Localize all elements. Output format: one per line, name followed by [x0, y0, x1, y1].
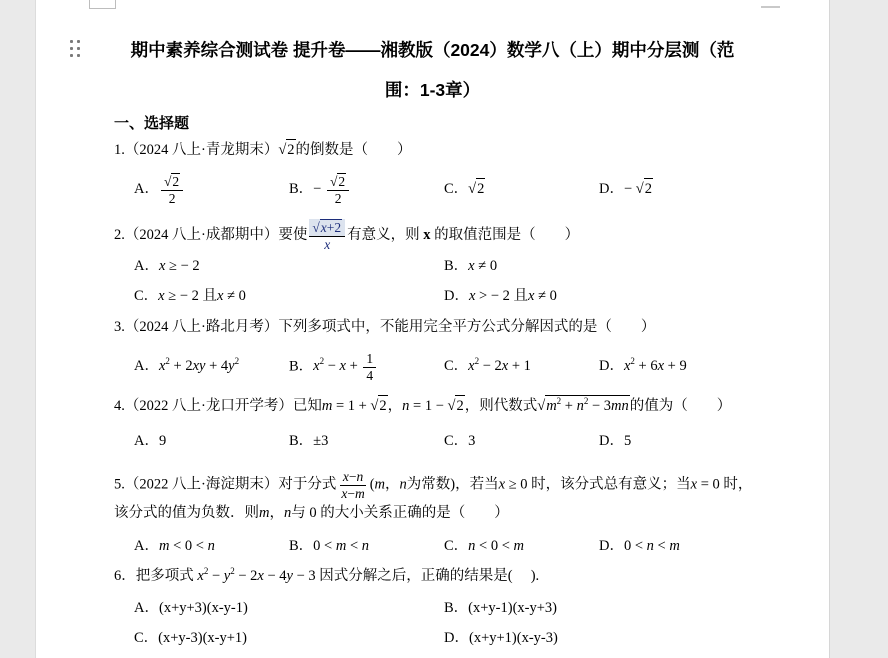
question-2-stem: 2.（2024 八上·成都期中）要使 $\frac{√x+2}{x}$ 有意义，则 x 的取值范围是（ ） — [114, 220, 580, 252]
option-4B: B．±3 — [289, 433, 329, 449]
question-5-stem-line1: 5.（2022 八上·海淀期末）对于分式 $\frac{x-n}{x-m}$ (m，n为常数)，若当x ≥ 0 时，该分式总有意义；当x = 0 时， — [114, 469, 753, 501]
option-2B: B．x ≠ 0 — [444, 258, 498, 274]
option-5A: A．m < 0 < n — [134, 538, 215, 554]
option-6C: C．(x+y-3)(x-y+1) — [134, 630, 247, 646]
sqrt-expression: √2 — [370, 395, 387, 416]
option-1D: D．− √2 — [599, 178, 653, 199]
option-1C: C．√2 — [444, 178, 599, 199]
question-1-stem: 1.（2024 八上·青龙期末）√2的倒数是（ ） — [114, 139, 825, 160]
option-3C: C．$x^2 - 2x + 1$ — [444, 356, 531, 375]
option-1A: A． $\frac{√2}{2}$ — [134, 173, 289, 206]
option-4D: D．5 — [599, 433, 632, 449]
option-5B: B．0 < m < n — [289, 538, 370, 554]
option-6D: D．(x+y+1)(x-y-3) — [444, 630, 558, 646]
document-title-line1: 期中素养综合测试卷 提升卷——湘教版（2024）数学八（上）期中分层测（范 — [130, 40, 735, 60]
question-4-options — [134, 431, 825, 451]
question-6-options-row1 — [134, 598, 825, 618]
page-top-marker — [89, 0, 116, 9]
sqrt-expression: √2 — [636, 178, 653, 199]
option-2A: A．x ≥ − 2 — [134, 258, 200, 274]
fraction: $\frac{√x+2}{x}$ — [309, 219, 345, 252]
option-1B: B．− $\frac{√2}{2}$ — [289, 173, 444, 206]
fraction: $\frac{√2}{2}$ — [161, 173, 183, 206]
option-4A: A．9 — [134, 433, 167, 449]
option-2C: C．x ≥ − 2 且x ≠ 0 — [134, 288, 246, 304]
sqrt-expression: √2 — [468, 178, 485, 199]
question-5-stem-line2: 该分式的值为负数．则m，n与 0 的大小关系正确的是（ ） — [114, 505, 509, 521]
question-2-options-row1 — [134, 256, 825, 276]
document-page — [35, 0, 830, 658]
option-6B: B．(x+y-1)(x-y+3) — [444, 600, 557, 616]
option-3B: B．$x^2 - x$ + $\frac{1}{4}$ — [289, 351, 444, 383]
fraction: $\frac{√2}{2}$ — [327, 173, 349, 206]
question-1-options — [134, 173, 825, 206]
option-6A: A．(x+y+3)(x-y-1) — [134, 600, 248, 616]
top-right-mark — [761, 6, 780, 8]
drag-handle-icon[interactable] — [70, 40, 80, 57]
option-4C: C．3 — [444, 433, 476, 449]
question-2-options-row2 — [134, 286, 825, 306]
question-5-options — [134, 536, 825, 556]
option-5D: D．0 < n < m — [599, 538, 680, 554]
question-6-stem: 6．把多项式 $x^2 - y^2 - 2x - 4y - 3$ 因式分解之后，正确的结果是( ). — [114, 566, 540, 584]
sqrt-expression: $√m^2 + n^2 - 3mn$ — [537, 396, 629, 414]
section-heading: 一、选择题 — [114, 115, 190, 132]
question-3-stem: 3.（2024 八上·路北月考）下列多项式中，不能用完全平方公式分解因式的是（ ） — [114, 319, 656, 335]
question-4-stem: 4.（2022 八上·龙口开学考）已知m = 1 + √2，n = 1 − √2，则代数式$√m^2 + n^2 - 3mn$的值为（ ） — [114, 396, 732, 414]
option-2D: D．x > − 2 且x ≠ 0 — [444, 288, 557, 304]
sqrt-expression: √2 — [448, 395, 465, 416]
option-5C: C．n < 0 < m — [444, 538, 525, 554]
sqrt-expression: √2 — [163, 174, 180, 189]
fraction: $\frac{x-n}{x-m}$ — [341, 469, 365, 501]
option-3D: D．$x^2 + 6x + 9$ — [599, 356, 687, 375]
option-3A: A．$x^2 + 2xy + 4y^2$ — [134, 356, 240, 375]
sqrt-expression: √2 — [329, 174, 346, 189]
document-title-line2: 围：1-3章） — [384, 80, 481, 100]
fraction: $\frac{1}{4}$ — [363, 351, 376, 383]
question-3-options — [134, 351, 825, 383]
sqrt-expression: √2 — [278, 139, 295, 160]
sqrt-expression: √x+2 — [312, 220, 342, 235]
question-6-options-row2 — [134, 628, 825, 648]
